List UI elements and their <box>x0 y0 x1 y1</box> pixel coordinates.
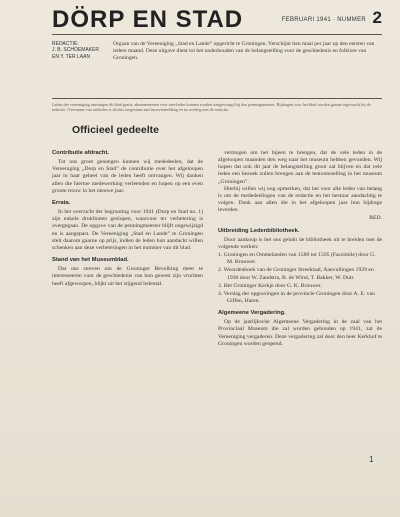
article-paragraph: Door aankoop is het ons gelukt de bibliotheek uit te breiden met de volgende werken: <box>218 236 382 250</box>
article-heading: Uitbreiding Ledenbibliotheek. <box>218 227 300 234</box>
issue-date: FEBRUARI 1941 · NUMMER <box>281 17 366 23</box>
editorial-board <box>52 41 108 60</box>
article-heading: Errata. <box>52 199 71 206</box>
article-paragraph: Dat ons streven om de Groninger Bevolking meer te interesseeren voor de geschiedenis van hun gewest zijn vruchten heeft afgeworpen, blijkt uit het stijgend ledental. <box>52 266 203 287</box>
article-paragraph: Op de jaarlijksche Algemeene Vergadering in de zaal van het Provinciaal Museum die zal worden gehouden op 1941, zal de Vereeniging vergaderen. Deze vergadering zal door den heer Kerkhof te Groningen worden geopend. <box>218 319 382 347</box>
editor-name: J. B. SCHOEMAKER <box>52 47 99 54</box>
left-column <box>52 150 203 288</box>
article-heading: Stand van het Museumblad. <box>52 257 129 264</box>
article-paragraph: vermogen om het bijeen te brengen, dat de vele leden in de afgeloopen maanden den weg naar het museum hebben gevonden. Wij hopen dat ook dit jaar de belangstelling groot zal blijven en dat vele leden een bezoek zullen brengen aan de tentoonstelling in het museum „Groningen”. <box>218 150 382 185</box>
article-heading: Algemeene Vergadering. <box>218 310 286 317</box>
right-column <box>218 150 382 348</box>
article-paragraph: In het overzicht der begrooting voor 1941 (Dorp en Stad no. 1) zijn enkele drukfouten geslopen, waarvoor ter verbetering is overgegaan. De opgave van de penningmeester blijft ongewijzigd en is aangepast. De Vereeniging „Stad en Lande” te Groningen stelt daarom gaarne op prijs, indien de leden hun aandacht willen schenken aan deze verbeteringen in het nummer van dit blad. <box>52 209 203 251</box>
list-item: 3. Het Groninger Kerkje door G. K. Brouwer. <box>218 282 322 289</box>
header-rule <box>52 34 382 35</box>
article-paragraph: Tot ons groot genoegen kunnen wij mededeelen, dat de Vereeniging „Dorp en Stad” de contributie over het afgeloopen jaar in haar geheel van de leden heeft ontvangen. Wij danken allen die hiertoe medewerking verleenden en hopen op een even groote trouw in het nieuwe jaar. <box>52 159 203 194</box>
list-item: 4. Verslag der opgravingen in de provincie Groningen door A. E. van Giffen, Haren. <box>218 290 375 304</box>
masthead <box>52 6 382 33</box>
editor-name: EN Y. TER LAAN <box>52 53 91 60</box>
magazine-title: DÖRP EN STAD <box>52 6 244 33</box>
signature: RED. <box>369 215 382 222</box>
page-number: 1 <box>369 455 374 464</box>
editorial-heading: REDACTIE: <box>52 41 79 47</box>
intro-rule <box>52 98 382 99</box>
masthead-intro: Orgaan van de Vereeniging „Stad en Lande” opgericht te Groningen. Verschijnt tien maal per jaar op den eersten van iedere maand. Deze uitgave dient tot het onderhouden van de belangstelling voor de geschiedenis en folklore van Groningen. <box>113 41 375 61</box>
list-item: 1. Groningen en Ommelanden van 1580 tot 1595 (Facsimile) door G. M. Brouwer. <box>218 252 376 266</box>
issue-number: 2 <box>372 8 382 27</box>
subscription-note: Leden der vereeniging ontvangen dit blad gratis; abonnementen voor niet-leden kunnen worden aangevraagd bij den penningmeester. Bijdragen voor het blad worden gaarne ingewacht bij de redactie. Overname van artikelen is slechts toegestaan met bronvermelding en na overleg met de redactie. <box>52 102 371 112</box>
section-title: Officieel gedeelte <box>72 124 159 136</box>
article-paragraph: Hierbij willen wij nog opmerken, dat het voor alle leden van belang is om de mededeelingen van de redactie en het bestuur aandachtig te volgen. Dank aan allen die in het afgeloopen jaar hun bijdrage leverden. <box>218 185 382 214</box>
list-item: 2. Woordenboek van de Groninger Streektaal, Aanvullingen 1929 en 1930 door W. Zandstra, B. de Wind, T. Bakker, W. Duit. <box>218 267 374 281</box>
article-heading: Contributie afdracht. <box>52 150 110 156</box>
